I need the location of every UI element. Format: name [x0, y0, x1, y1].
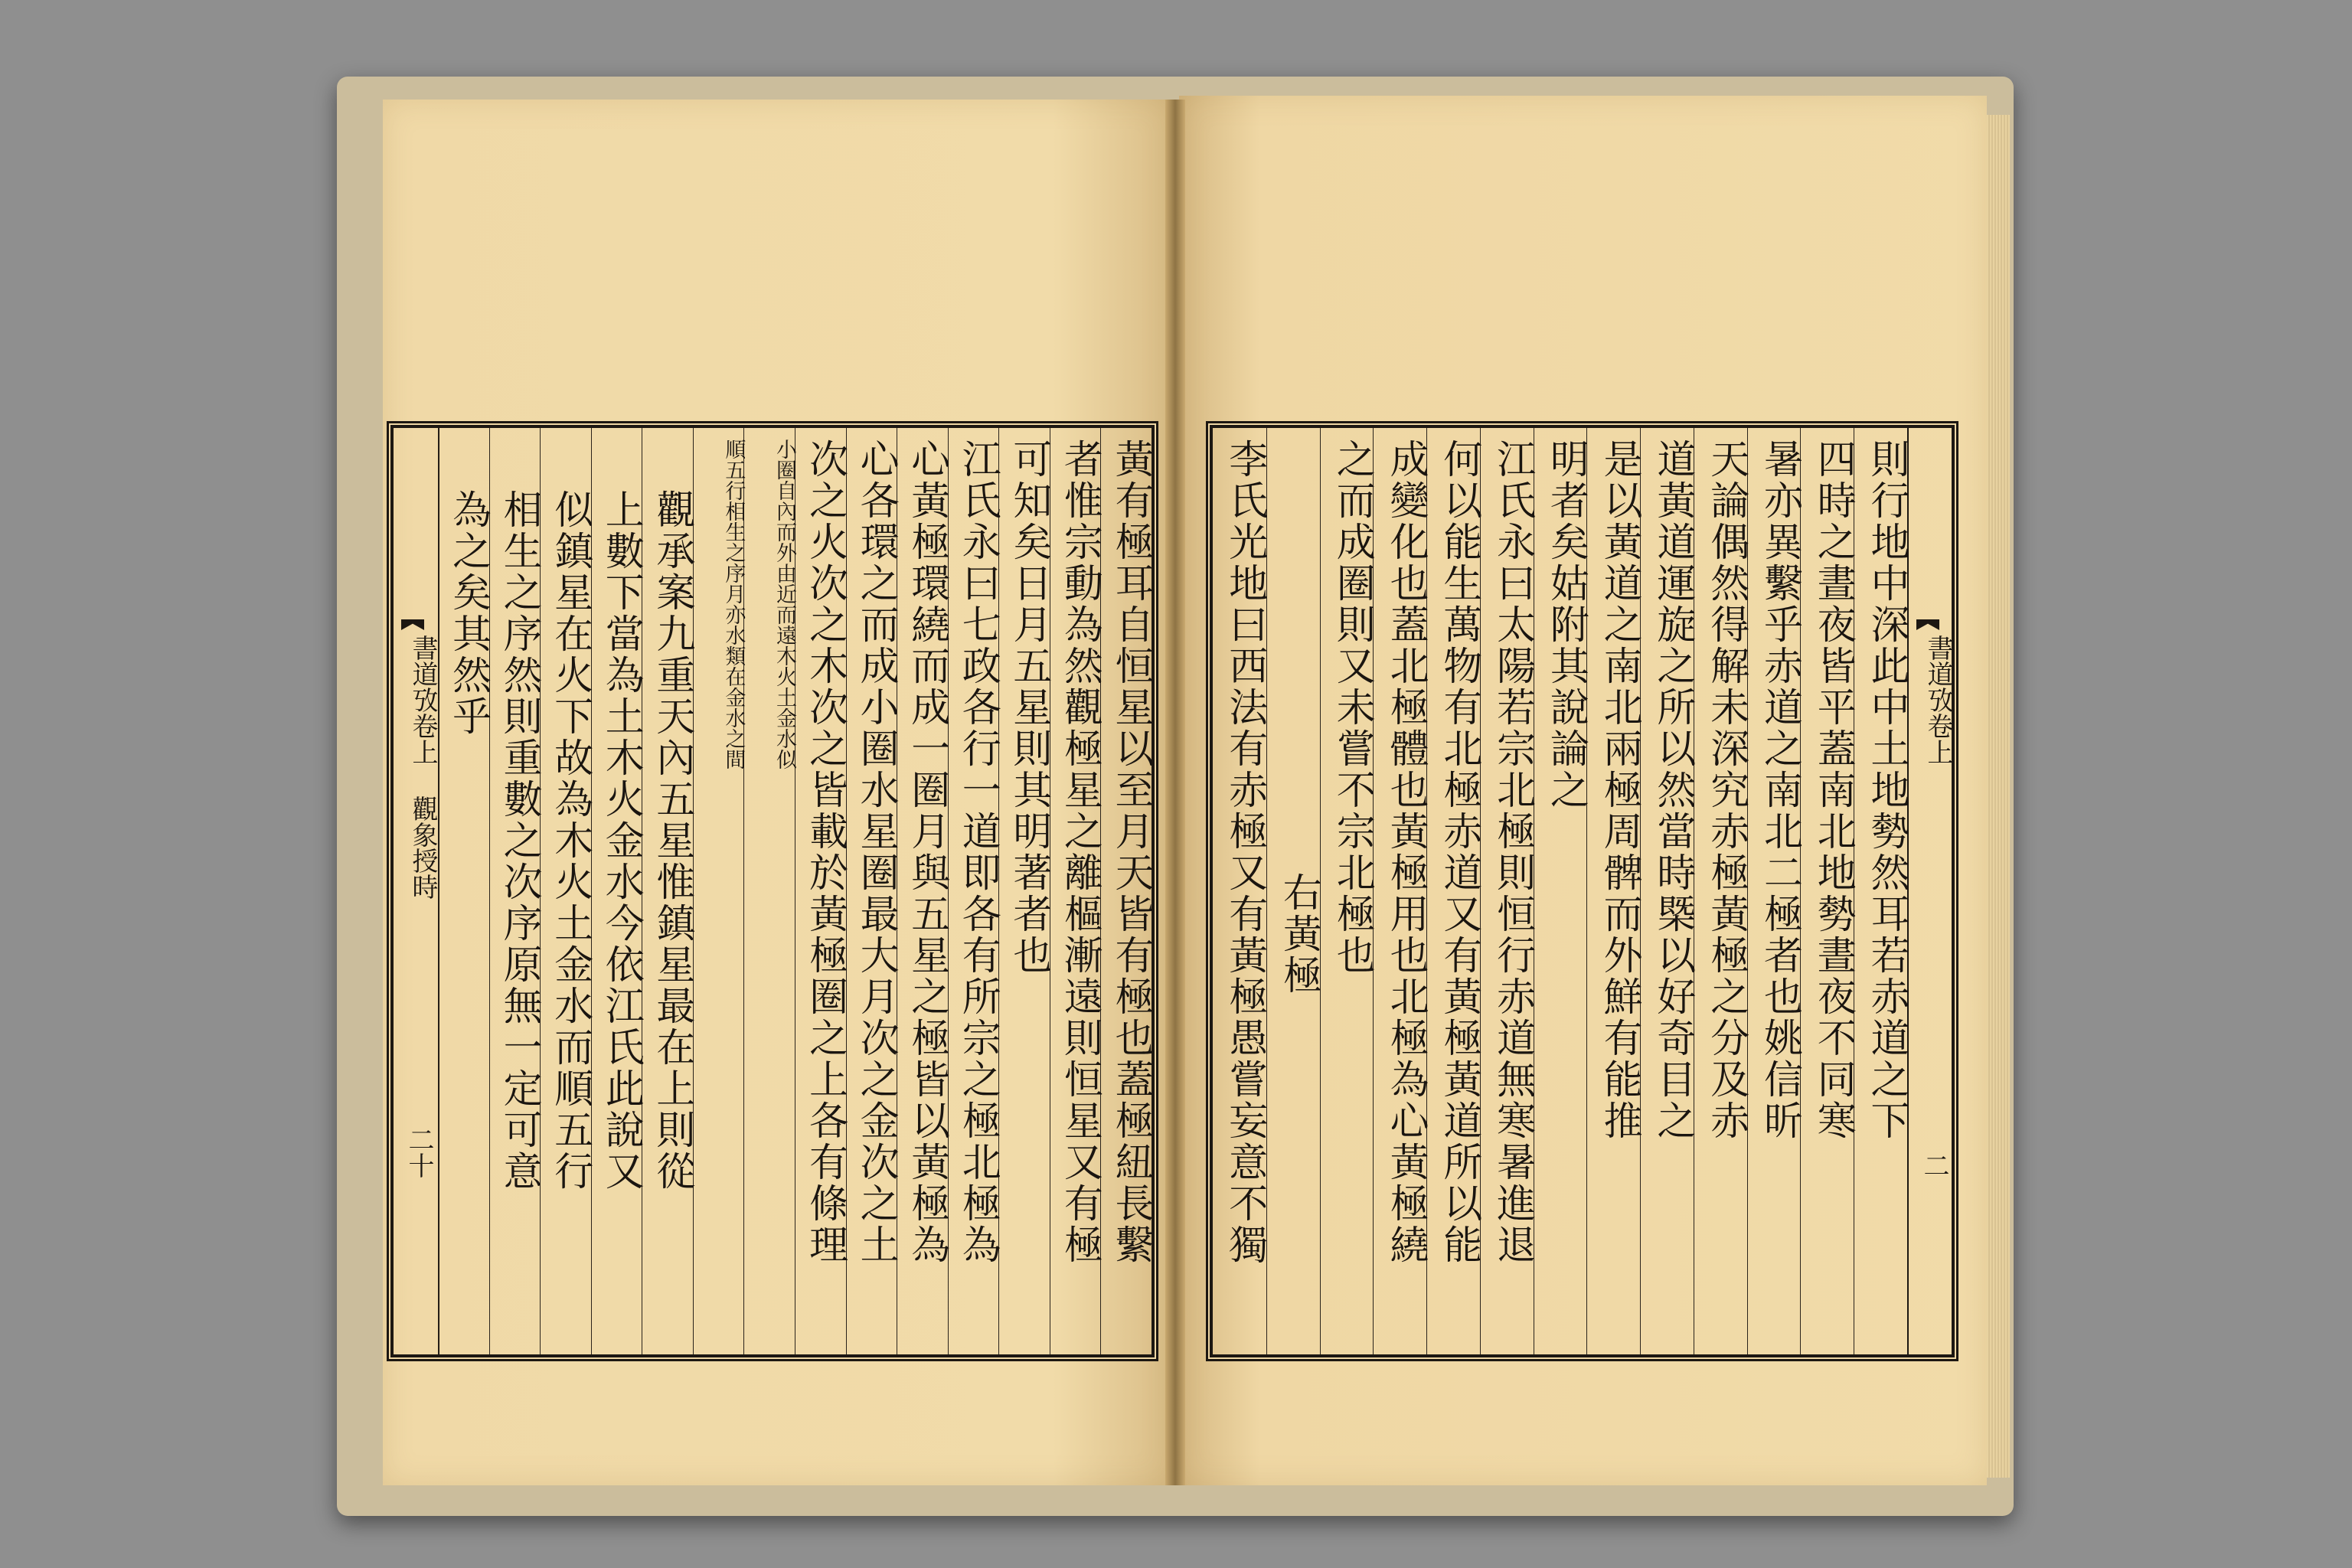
- text-column: [438, 428, 490, 1354]
- book-gutter: [1165, 100, 1185, 1485]
- text-column: [1694, 428, 1748, 1354]
- text-column: [948, 428, 1000, 1354]
- text-column: [1426, 428, 1481, 1354]
- column-text: 天論偶然得解未深究赤極黃極之分及赤: [1703, 439, 1749, 1142]
- banxin-strip: [394, 428, 439, 1354]
- text-column: [1320, 428, 1374, 1354]
- text-column: [1747, 428, 1802, 1354]
- column-text: 順五行相生之序月亦水類在金水之間: [721, 439, 746, 769]
- column-text: 是以黃道之南北兩極周髀而外鮮有能推: [1596, 439, 1642, 1142]
- column-text: 心黃極環繞而成一圈月與五星之極皆以黃極為: [903, 439, 949, 1266]
- text-column: [1266, 428, 1321, 1354]
- column-text: 右黃極: [1276, 872, 1321, 996]
- text-column: [591, 428, 643, 1354]
- column-text: 者惟宗動為然觀極星之離樞漸遠則恒星又有極: [1057, 439, 1102, 1266]
- text-column: [1586, 428, 1641, 1354]
- text-column: [743, 428, 795, 1354]
- text-column: [693, 428, 745, 1354]
- fish-tail-mark: [401, 619, 424, 630]
- text-column: [1213, 428, 1266, 1354]
- column-text: 可知矣日月五星則其明著者也: [1005, 439, 1051, 976]
- right-text-frame: [1210, 425, 1955, 1357]
- column-text: 次之火次之木次之皆載於黃極圈之上各有條理: [802, 439, 848, 1266]
- column-text: 心各環之而成小圈水星圈最大月次之金次之土: [853, 439, 899, 1266]
- fish-tail-mark: [1916, 619, 1939, 630]
- text-column: [1050, 428, 1102, 1354]
- text-column: [795, 428, 847, 1354]
- column-text: 明者矣姑附其說論之: [1543, 439, 1589, 811]
- column-text: 相生之序然則重數之次序原無一定可意: [496, 489, 542, 1192]
- text-column: [1640, 428, 1694, 1354]
- text-column: [1854, 428, 1908, 1354]
- left-text-frame: [390, 425, 1155, 1357]
- column-text: 四時之晝夜皆平蓋南北地勢晝夜不同寒: [1810, 439, 1856, 1142]
- column-text: 成變化也蓋北極體也黃極用也北極為心黃極繞: [1383, 439, 1429, 1266]
- text-column: [1534, 428, 1588, 1354]
- banxin-strip: [1907, 428, 1953, 1354]
- column-text: 觀承案九重天內五星惟鎮星最在上則從: [648, 489, 694, 1192]
- text-column: [1100, 428, 1152, 1354]
- text-column: [1480, 428, 1534, 1354]
- column-text: 何以能生萬物有北極赤道又有黃極黃道所以能: [1436, 439, 1481, 1266]
- column-text: 之而成圈則又未嘗不宗北極也: [1329, 439, 1375, 976]
- text-column: [540, 428, 592, 1354]
- column-text: 似鎮星在火下故為木火土金水而順五行: [547, 489, 593, 1192]
- text-column: [897, 428, 949, 1354]
- column-text: 小圈自內而外由近而遠木火土金水似: [772, 439, 796, 769]
- column-text: 李氏光地曰西法有赤極又有黃極愚嘗妄意不獨: [1221, 439, 1267, 1266]
- text-column: [846, 428, 898, 1354]
- folio-number: 二十: [403, 1126, 434, 1178]
- column-text: 道黃道運旋之所以然當時槩以好奇目之: [1649, 439, 1695, 1142]
- text-column: [642, 428, 694, 1354]
- page-edges: [1987, 115, 2010, 1478]
- column-text: 江氏永曰七政各行一道即各有所宗之極北極為: [955, 439, 1001, 1266]
- text-column: [1373, 428, 1427, 1354]
- column-text: 江氏永曰太陽若宗北極則恒行赤道無寒暑進退: [1489, 439, 1535, 1266]
- banxin-title: 書道攷卷上: [1922, 635, 1953, 765]
- column-text: 暑亦異繫乎赤道之南北二極者也姚信昕: [1756, 439, 1802, 1142]
- text-column: [998, 428, 1050, 1354]
- text-column: [489, 428, 541, 1354]
- column-text: 為之矣其然乎: [445, 489, 491, 737]
- banxin-title: 書道攷卷上 觀象授時: [407, 635, 438, 900]
- column-text: 黃有極耳自恒星以至月天皆有極也蓋極紐長繫: [1107, 439, 1153, 1266]
- column-text: 上數下當為土木火金水今依江氏此說又: [598, 489, 644, 1192]
- text-column: [1800, 428, 1854, 1354]
- folio-number: 二: [1919, 1152, 1949, 1178]
- column-text: 則行地中深此中土地勢然耳若赤道之下: [1863, 439, 1909, 1142]
